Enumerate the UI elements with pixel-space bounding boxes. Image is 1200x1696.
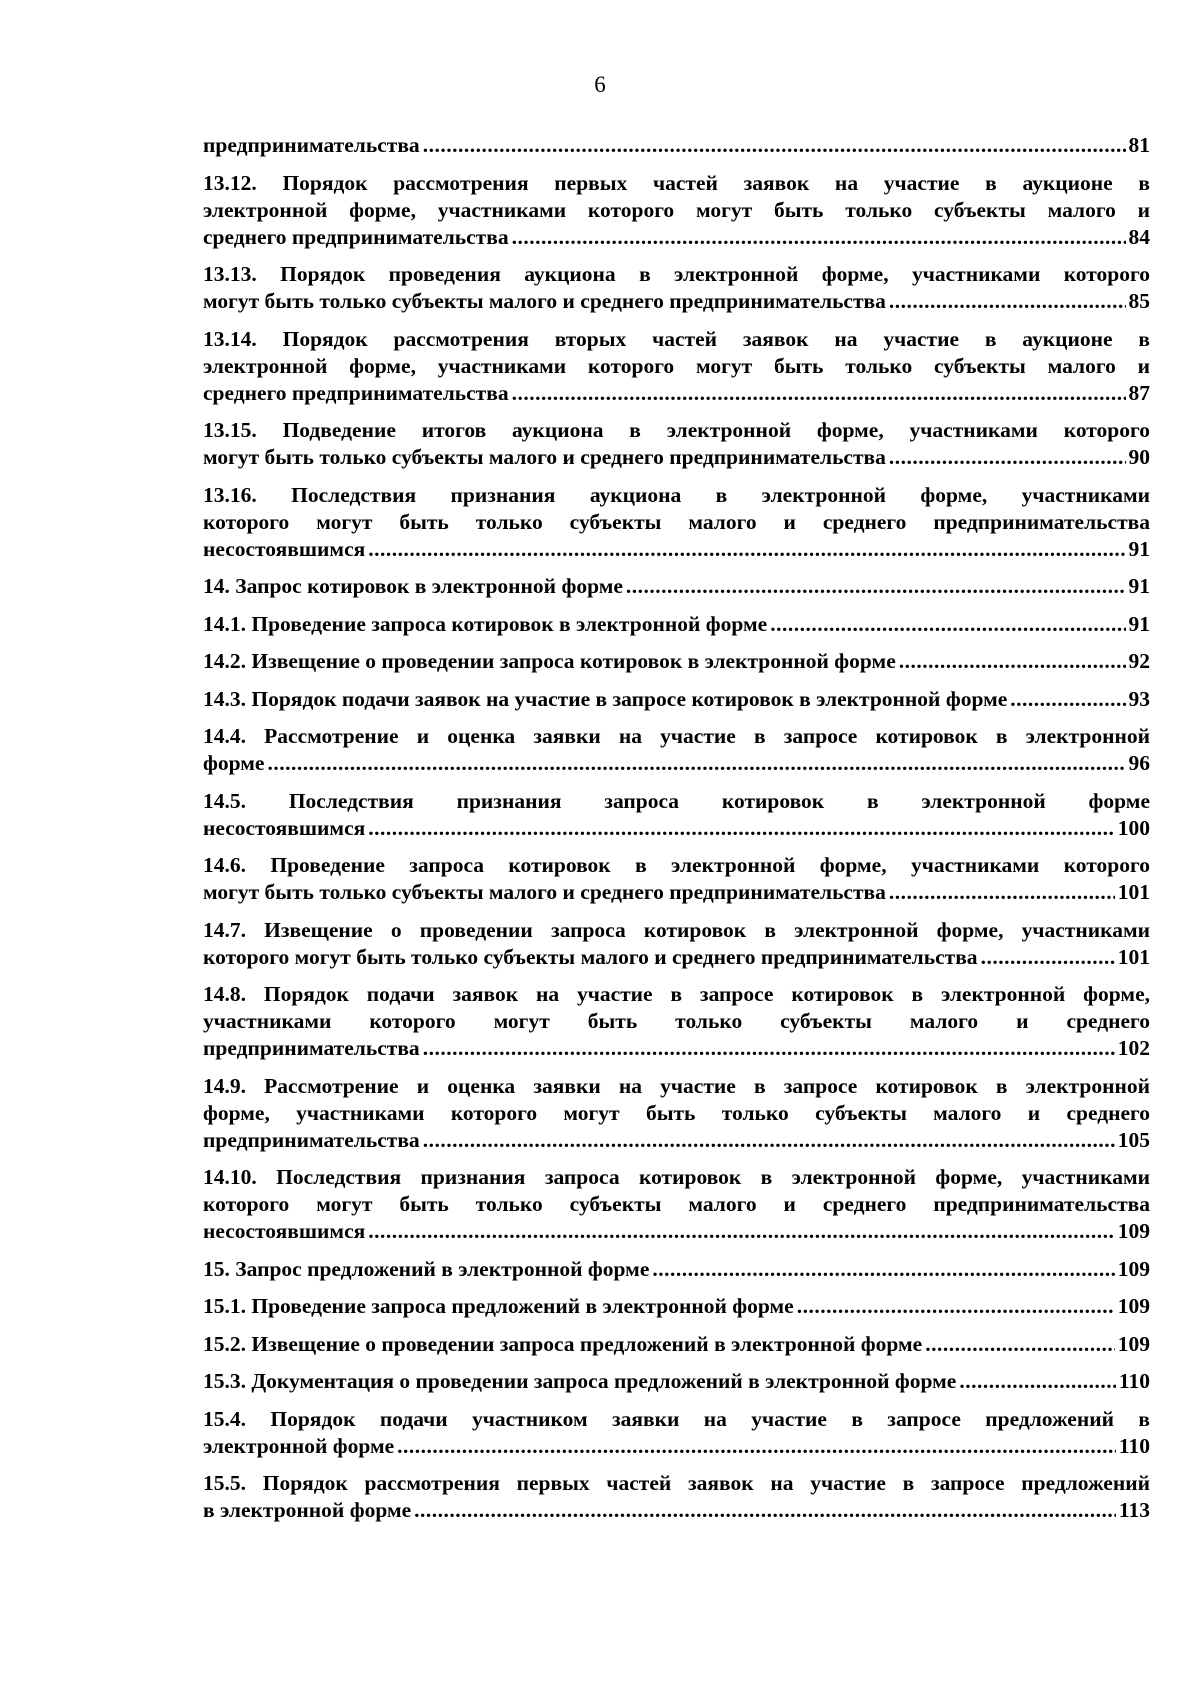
toc-entry-line: 13.16. Последствия признания аукциона в электронной форме, участниками (203, 482, 1150, 507)
toc-dot-leader (889, 444, 1126, 471)
toc-entry-last-line (203, 224, 1150, 251)
toc-entry (203, 132, 1150, 159)
toc-entry-last-line (203, 132, 1150, 159)
toc-entry-line: 14.8. Порядок подачи заявок на участие в запросе котировок в электронной форме, (203, 982, 1150, 1006)
toc-dot-leader (423, 132, 1126, 159)
toc-entry-last-line (203, 380, 1150, 407)
toc-dot-leader (626, 573, 1126, 600)
toc-entry-line: 14.7. Извещение о проведении запроса котировок в электронной форме, участниками (203, 917, 1150, 942)
toc-entry-title: 14.2. Извещение о проведении запроса котировок в электронной форме (203, 649, 896, 673)
toc-dot-leader (981, 944, 1115, 971)
toc-entry-title: 14.3. Порядок подачи заявок на участие в запросе котировок в электронной форме (203, 686, 1008, 711)
toc-entry-title: 15. Запрос предложений в электронной форме (203, 1256, 650, 1281)
toc-entry-title: могут быть только субъекты малого и среднего предпринимательства (203, 880, 886, 904)
toc-entry-title: среднего предпринимательства (203, 380, 509, 405)
toc-entry-last-line (203, 1293, 1150, 1320)
toc-dot-leader (423, 1127, 1115, 1154)
toc-entry (203, 261, 1150, 315)
toc-page-number: 101 (1117, 944, 1150, 969)
toc-page-number: 87 (1128, 380, 1150, 405)
toc-page-number: 109 (1117, 1219, 1150, 1243)
toc-page-number: 85 (1128, 289, 1150, 313)
toc-dot-leader (1010, 686, 1125, 713)
toc-page-number: 102 (1117, 1036, 1150, 1060)
toc-entry-title: несостоявшимся (203, 1219, 366, 1243)
toc-entry (203, 981, 1150, 1062)
toc-entry (203, 611, 1150, 638)
toc-entry (203, 1331, 1150, 1358)
toc-entry (203, 723, 1150, 777)
toc-entry-title: 15.2. Извещение о проведении запроса предложений в электронной форме (203, 1331, 923, 1356)
toc-page-number: 100 (1117, 815, 1150, 840)
toc-dot-leader (397, 1433, 1116, 1460)
toc-dot-leader (899, 648, 1126, 675)
toc-entry-line: 14.9. Рассмотрение и оценка заявки на участие в запросе котировок в электронной (203, 1073, 1150, 1098)
toc-entry-title: 14.1. Проведение запроса котировок в электронной форме (203, 611, 768, 636)
toc-entry-line: которого могут быть только субъекты малого и среднего предпринимательства (203, 1192, 1150, 1216)
toc-entry (203, 1073, 1150, 1154)
toc-dot-leader (267, 750, 1125, 777)
toc-entry (203, 1470, 1150, 1524)
toc-entry-last-line (203, 1035, 1150, 1062)
toc-entry (203, 326, 1150, 407)
toc-entry-line: 13.12. Порядок рассмотрения первых частей заявок на участие в аукционе в (203, 170, 1150, 195)
toc-entry-line: электронной форме, участниками которого могут быть только субъекты малого и (203, 353, 1150, 378)
toc-page-number: 109 (1117, 1256, 1150, 1281)
toc-page-number: 109 (1117, 1294, 1150, 1318)
toc-entry-line: форме, участниками которого могут быть только субъекты малого и среднего (203, 1100, 1150, 1125)
toc-entry-title: которого могут быть только субъекты малого и среднего предпринимательства (203, 944, 978, 969)
toc-entry (203, 170, 1150, 251)
toc-entry-last-line (203, 444, 1150, 471)
toc-entry-last-line (203, 1368, 1150, 1395)
toc-entry-title: 14. Запрос котировок в электронной форме (203, 574, 623, 598)
toc-entry-title: 15.1. Проведение запроса предложений в электронной форме (203, 1294, 794, 1318)
page-number: 6 (594, 72, 606, 97)
toc-dot-leader (423, 1035, 1115, 1062)
toc-entry (203, 1256, 1150, 1283)
toc-entry-last-line (203, 1127, 1150, 1154)
toc-page-number: 109 (1117, 1331, 1150, 1356)
toc-entry-last-line (203, 611, 1150, 638)
toc-entry-title: форме (203, 751, 265, 775)
toc-entry (203, 573, 1150, 600)
toc-entry-title: среднего предпринимательства (203, 224, 509, 249)
toc-page-number: 113 (1118, 1498, 1150, 1522)
toc-dot-leader (889, 288, 1126, 315)
toc-entry-last-line (203, 573, 1150, 600)
toc-dot-leader (889, 879, 1115, 906)
toc-dot-leader (368, 815, 1115, 842)
toc-page-number: 81 (1128, 133, 1150, 157)
toc-entry-title: могут быть только субъекты малого и среднего предпринимательства (203, 445, 886, 469)
toc-entry-line: 14.6. Проведение запроса котировок в электронной форме, участниками которого (203, 853, 1150, 877)
toc-entry-title: электронной форме (203, 1433, 395, 1458)
toc-entry-title: несостоявшимся (203, 536, 366, 561)
toc-entry-line: 15.5. Порядок рассмотрения первых частей заявок на участие в запросе предложений (203, 1471, 1150, 1495)
toc-entry-last-line (203, 1497, 1150, 1524)
toc-dot-leader (512, 224, 1126, 251)
toc-entry-line: 13.15. Подведение итогов аукциона в электронной форме, участниками которого (203, 418, 1150, 442)
toc-entry-title: в электронной форме (203, 1498, 412, 1522)
toc-entry (203, 1164, 1150, 1245)
toc-dot-leader (652, 1256, 1114, 1283)
toc-page-number: 91 (1128, 536, 1150, 561)
toc-entry-last-line (203, 879, 1150, 906)
toc-page-number: 105 (1117, 1127, 1150, 1152)
toc-page-number: 110 (1118, 1369, 1150, 1393)
toc-entry (203, 417, 1150, 471)
toc-page-number: 93 (1128, 686, 1150, 711)
toc-entry (203, 648, 1150, 675)
toc-dot-leader (925, 1331, 1115, 1358)
toc-dot-leader (770, 611, 1125, 638)
toc-page-number: 96 (1128, 751, 1150, 775)
toc-entry (203, 788, 1150, 842)
toc-entry-line: 13.13. Порядок проведения аукциона в электронной форме, участниками которого (203, 262, 1150, 286)
toc-dot-leader (512, 380, 1126, 407)
toc-entry-title: предпринимательства (203, 133, 420, 157)
toc-page-number: 91 (1128, 611, 1150, 636)
toc-entry (203, 1406, 1150, 1460)
table-of-contents (203, 132, 1150, 1535)
toc-entry (203, 1293, 1150, 1320)
toc-entry (203, 1368, 1150, 1395)
toc-entry-line: 14.5. Последствия признания запроса котировок в электронной форме (203, 788, 1150, 813)
toc-entry-last-line (203, 944, 1150, 971)
toc-entry-line: 14.10. Последствия признания запроса котировок в электронной форме, участниками (203, 1165, 1150, 1189)
toc-dot-leader (797, 1293, 1115, 1320)
toc-entry-title: могут быть только субъекты малого и среднего предпринимательства (203, 289, 886, 313)
toc-entry-last-line (203, 288, 1150, 315)
toc-entry-title: предпринимательства (203, 1036, 420, 1060)
toc-entry-line: 15.4. Порядок подачи участником заявки на участие в запросе предложений в (203, 1406, 1150, 1431)
toc-page-number: 84 (1128, 224, 1150, 249)
toc-page-number: 91 (1128, 574, 1150, 598)
toc-page-number: 90 (1128, 445, 1150, 469)
toc-page-number: 101 (1117, 880, 1150, 904)
toc-entry-last-line (203, 1256, 1150, 1283)
toc-page-number: 92 (1128, 649, 1150, 673)
toc-entry (203, 686, 1150, 713)
toc-entry-last-line (203, 1433, 1150, 1460)
toc-entry-title: 15.3. Документация о проведении запроса предложений в электронной форме (203, 1369, 957, 1393)
toc-entry-title: несостоявшимся (203, 815, 366, 840)
toc-entry-last-line (203, 536, 1150, 563)
toc-dot-leader (368, 1218, 1115, 1245)
toc-dot-leader (368, 536, 1125, 563)
toc-entry-line: участниками которого могут быть только субъекты малого и среднего (203, 1009, 1150, 1033)
toc-entry-last-line (203, 1218, 1150, 1245)
toc-entry-line: 14.4. Рассмотрение и оценка заявки на участие в запросе котировок в электронной (203, 724, 1150, 748)
toc-entry-last-line (203, 815, 1150, 842)
toc-entry-title: предпринимательства (203, 1127, 420, 1152)
toc-entry-line: которого могут быть только субъекты малого и среднего предпринимательства (203, 509, 1150, 534)
toc-entry (203, 852, 1150, 906)
toc-entry (203, 917, 1150, 971)
toc-dot-leader (959, 1368, 1116, 1395)
toc-entry-last-line (203, 750, 1150, 777)
toc-page-number: 110 (1118, 1433, 1150, 1458)
toc-entry-last-line (203, 1331, 1150, 1358)
toc-entry-last-line (203, 648, 1150, 675)
toc-entry-last-line (203, 686, 1150, 713)
toc-entry-line: электронной форме, участниками которого могут быть только субъекты малого и (203, 197, 1150, 222)
toc-dot-leader (414, 1497, 1116, 1524)
toc-entry-line: 13.14. Порядок рассмотрения вторых частей заявок на участие в аукционе в (203, 326, 1150, 351)
toc-entry (203, 482, 1150, 563)
